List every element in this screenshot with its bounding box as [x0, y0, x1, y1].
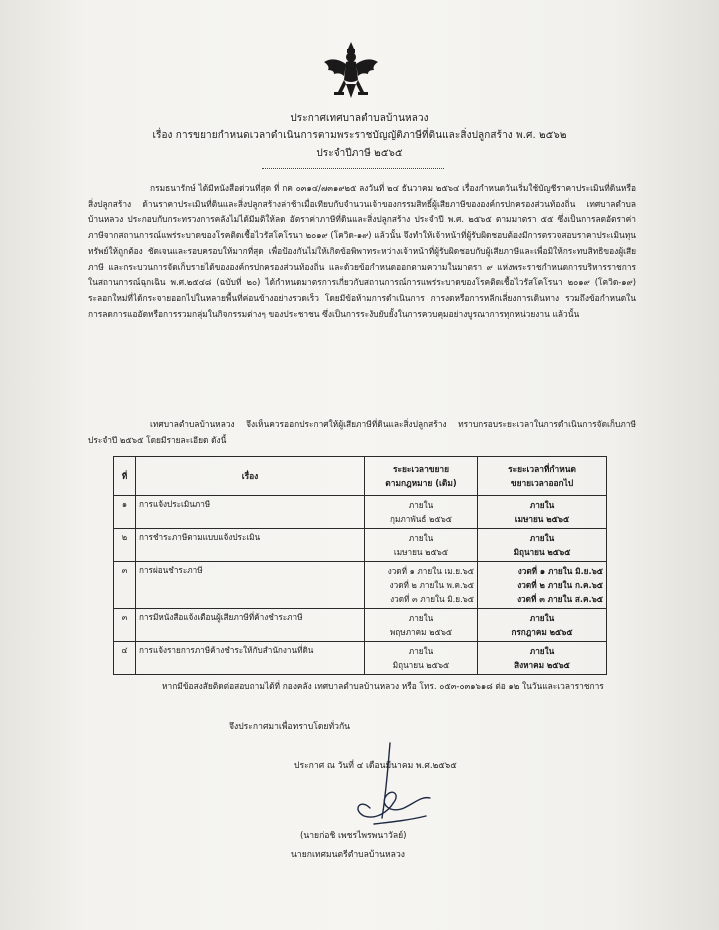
- body-paragraph-2: [88, 417, 636, 448]
- row-new-period: [478, 529, 607, 562]
- paragraph-2-text: เทศบาลตำบลบ้านหลวง จึงเห็นควรออกประกาศให้ผู้เสียภาษีที่ดินและสิ่งปลูกสร้าง ทราบกรอบระยะเวลาในการดำเนินการจัดเก็บภาษี ประจำปี ๒๕๖๕ โดยมีรายละเอียด ดังนี้: [88, 419, 636, 445]
- header-old-line1: ระยะเวลาขยาย: [392, 464, 450, 474]
- table-row: [114, 562, 607, 609]
- old-period-line: ภายใน: [408, 613, 434, 623]
- signer-name: (นายก่อชิ เพชรไพรพนาวัลย์): [300, 831, 407, 841]
- old-period-line: มิถุนายน ๒๕๖๕: [392, 660, 450, 670]
- announce-text: จึงประกาศมาเพื่อทราบโดยทั่วกัน: [229, 722, 351, 732]
- announcement-date: ประกาศ ณ วันที่ ๔ เดือนมีนาคม พ.ศ.๒๕๖๕: [294, 761, 457, 771]
- row-number: ๔: [114, 642, 136, 675]
- row-new-period: [478, 496, 607, 529]
- row-number: ๓: [114, 609, 136, 642]
- table-row: [114, 642, 607, 675]
- table-header-row: [114, 457, 607, 496]
- announcement-title: ประกาศเทศบาลตำบลบ้านหลวง: [290, 113, 429, 124]
- old-period-line: ภายใน: [408, 533, 434, 543]
- signature-icon: [330, 738, 450, 833]
- row-old-period: [365, 496, 478, 529]
- old-period-line: งวดที่ ๒ ภายใน พ.ค.๖๕: [389, 580, 474, 590]
- new-period-line: กรกฎาคม ๒๕๖๕: [511, 627, 573, 637]
- row-subject: การแจ้งประเมินภาษี: [136, 496, 365, 529]
- row-new-period: [478, 642, 607, 675]
- header-new-line1: ระยะเวลาที่กำหนด: [508, 464, 576, 474]
- old-period-line: งวดที่ ๓ ภายใน มิ.ย.๖๕: [390, 594, 474, 604]
- header-old-line2: ตามกฎหมาย (เดิม): [385, 478, 457, 488]
- row-number: ๓: [114, 562, 136, 609]
- header-new-line2: ขยายเวลาออกไป: [510, 478, 574, 488]
- row-number: ๑: [114, 496, 136, 529]
- row-subject: การชำระภาษีตามแบบแจ้งประเมิน: [136, 529, 365, 562]
- old-period-line: พฤษภาคม ๒๕๖๕: [389, 627, 453, 637]
- row-subject: การแจ้งรายการภาษีค้างชำระให้กับสำนักงานที่ดิน: [136, 642, 365, 675]
- old-period-line: กุมภาพันธ์ ๒๕๖๕: [390, 514, 452, 524]
- row-subject: การมีหนังสือแจ้งเตือนผู้เสียภาษีที่ค้างชำระภาษี: [136, 609, 365, 642]
- table-row: [114, 609, 607, 642]
- row-old-period: [365, 609, 478, 642]
- row-subject: การผ่อนชำระภาษี: [136, 562, 365, 609]
- header-no: ที่: [114, 457, 136, 496]
- announcement-year: ประจำปีภาษี ๒๕๖๕: [316, 148, 403, 159]
- header-new-period: [478, 457, 607, 496]
- new-period-line: เมษายน ๒๕๖๕: [514, 514, 570, 524]
- contact-text: หากมีข้อสงสัยติดต่อสอบถามได้ที่ กองคลัง เทศบาลตำบลบ้านหลวง หรือ โทร. ๐๕๓-๐๓๑๖๑๘ ต่อ ๑๒ ในวันและเวลาราชการ: [162, 681, 604, 691]
- table-row: [114, 496, 607, 529]
- old-period-line: งวดที่ ๑ ภายใน เม.ย.๖๕: [387, 566, 474, 576]
- header-subject: เรื่อง: [136, 457, 365, 496]
- announcement-subject: เรื่อง การขยายกำหนดเวลาดำเนินการตามพระราชบัญญัติภาษีที่ดินและสิ่งปลูกสร้าง พ.ศ. ๒๕๖๒: [152, 130, 567, 141]
- row-old-period: [365, 529, 478, 562]
- new-period-line: ภายใน: [529, 533, 555, 543]
- new-period-line: สิงหาคม ๒๕๖๕: [514, 660, 570, 670]
- old-period-line: ภายใน: [408, 646, 434, 656]
- new-period-line: งวดที่ ๑ ภายใน มิ.ย.๖๕: [517, 566, 603, 576]
- paragraph-1-text: กรมธนารักษ์ ได้มีหนังสือด่วนที่สุด ที่ กค ๐๓๑๔/๗๓๑๙๒๕ ลงวันที่ ๒๔ ธันวาคม ๒๕๖๔ เรื่องกำหนดวันเริ่มใช้บัญชีราคาประเมินที่ดินหรือสิ่งปลูกสร้าง ด้านราคาประเมินที่ดินและสิ่งปลูกสร้างล่าช้าเมื่อเทียบกับจำนวนเจ้าของกรรมสิทธิ์ผู้เสียภาษีขององค์กรปกครองส่วนท้องถิ่น เทศบาลตำบลบ้านหลวง ประกอบกับกระทรวงการคลังไม่ได้มีมติให้ลด อัตราค่าภาษีที่ดินและสิ่งปลูกสร้าง ประจำปี พ.ศ. ๒๕๖๕ ตามมาตรา ๕๕ ซึ่งเป็นการลดอัตราค่าภาษีจากสถานการณ์แพร่ระบาดของโรคติดเชื้อไวรัสโคโรนา ๒๐๑๙ (โควิด-๑๙) แล้วนั้น จึงทำให้เจ้าหน้าที่ผู้รับผิดชอบต้องมีการตรวจสอบราคาประเมินทุนทรัพย์ให้ถูกต้อง ชัดเจนและรอบครอบให้มากที่สุด เพื่อป้องกันไม่ให้เกิดข้อพิพาทระหว่างเจ้าหน้าที่ผู้รับผิดชอบกับผู้เสียภาษีและเพื่อมิให้กระทบสิทธิของผู้เสียภาษี และกระบวนการจัดเก็บรายได้ขององค์กรปกครองส่วนท้องถิ่น และด้วยข้อกำหนดออกตามความในมาตรา ๙ แห่งพระราชกำหนดการบริหารราชการ ในสถานการณ์ฉุกเฉิน พ.ศ.๒๕๔๘ (ฉบับที่ ๒๐) ได้กำหนดมาตรการเกี่ยวกับสถานการณ์การแพร่ระบาดของโรคติดเชื้อไวรัสโคโรนา ๒๐๑๙ (โควิด-๑๙) ระลอกใหม่ที่ได้กระจายออกไปในหลายพื้นที่ค่อนข้างอย่างรวดเร็ว โดยมีข้อห้ามการดำเนินการ การงดหรือการหลีกเลี่ยงการเดินทาง รวมถึงข้อกำหนดในการลดการแออัดหรือการรวมกลุ่มในกิจกรรมต่างๆ ของประชาชน ซึ่งเป็นการระงับยับยั้งในการควบคุมอย่างบูรณาการทุกหน่วยงาน แล้วนั้น: [88, 183, 636, 319]
- new-period-line: ภายใน: [529, 500, 555, 510]
- header-old-period: [365, 457, 478, 496]
- row-new-period: [478, 609, 607, 642]
- row-old-period: [365, 562, 478, 609]
- body-paragraph-1: [88, 181, 636, 322]
- row-new-period: [478, 562, 607, 609]
- new-period-line: งวดที่ ๒ ภายใน ก.ค.๖๕: [517, 580, 603, 590]
- contact-paragraph: [88, 677, 636, 695]
- row-old-period: [365, 642, 478, 675]
- garuda-emblem-icon: [322, 40, 380, 102]
- old-period-line: ภายใน: [408, 500, 434, 510]
- new-period-line: งวดที่ ๓ ภายใน ส.ค.๖๕: [517, 594, 603, 604]
- new-period-line: ภายใน: [529, 646, 555, 656]
- new-period-line: ภายใน: [529, 613, 555, 623]
- signer-position: นายกเทศมนตรีตำบลบ้านหลวง: [291, 850, 405, 860]
- schedule-table: [113, 456, 607, 675]
- new-period-line: มิถุนายน ๒๕๖๕: [513, 547, 571, 557]
- row-number: ๒: [114, 529, 136, 562]
- header-divider: [262, 168, 444, 169]
- old-period-line: เมษายน ๒๕๖๕: [393, 547, 449, 557]
- table-row: [114, 529, 607, 562]
